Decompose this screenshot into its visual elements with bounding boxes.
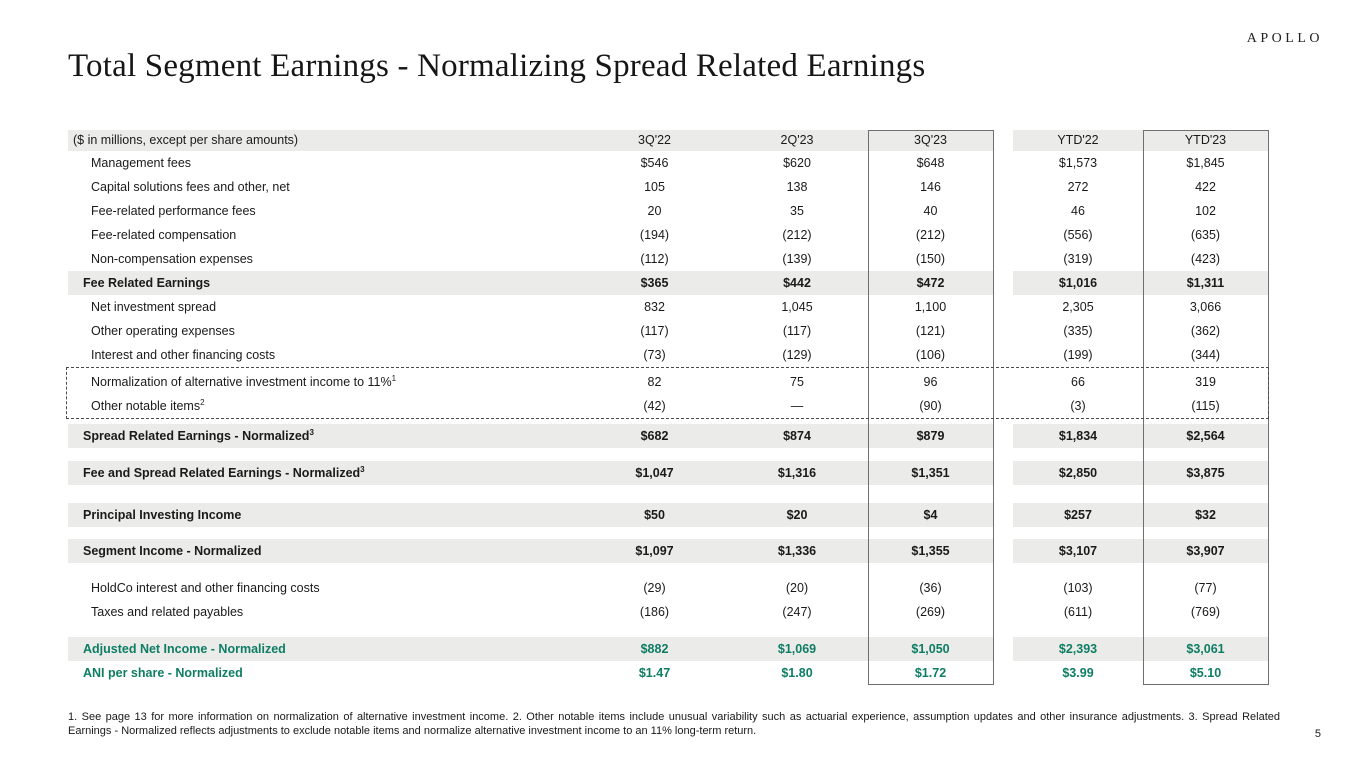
value-cell: 102 (1195, 204, 1216, 218)
value-cell: (344) (1190, 348, 1221, 362)
value-cell: 1,100 (914, 300, 947, 314)
value-cell: $1,316 (726, 461, 868, 485)
row-spacer (68, 563, 1268, 576)
table-row (68, 394, 1268, 418)
value-cell: $3,875 (1143, 461, 1268, 485)
value-cell: (194) (639, 228, 670, 242)
value-cell: $546 (640, 156, 669, 170)
column-gap (993, 199, 1013, 223)
value-cell: $20 (726, 503, 868, 527)
value-cell: $1,311 (1143, 271, 1268, 295)
value-cell: (635) (1190, 228, 1221, 242)
value-cell: $257 (1013, 503, 1143, 527)
column-gap (993, 600, 1013, 624)
row-label: Interest and other financing costs (91, 348, 276, 362)
row-label: Adjusted Net Income - Normalized (68, 637, 583, 661)
value-cell: 319 (1195, 375, 1216, 389)
value-cell: $5.10 (1189, 666, 1222, 680)
column-gap (993, 295, 1013, 319)
value-cell: 2Q'23 (726, 130, 868, 151)
value-cell: $442 (726, 271, 868, 295)
table-row (68, 637, 1268, 661)
value-cell: (90) (919, 399, 942, 413)
value-cell: $1,834 (1013, 424, 1143, 448)
row-label: Principal Investing Income (68, 503, 583, 527)
value-cell: 1,045 (781, 300, 813, 314)
table-row (68, 461, 1268, 485)
earnings-table (68, 130, 1268, 685)
value-cell: (115) (1191, 399, 1220, 413)
value-cell: 35 (790, 204, 804, 218)
value-cell: (423) (1190, 252, 1221, 266)
row-label: Fee-related compensation (91, 228, 237, 242)
value-cell: 3,066 (1189, 300, 1222, 314)
value-cell: $1.72 (914, 666, 947, 680)
value-cell: (117) (640, 324, 669, 338)
value-cell: 146 (920, 180, 941, 194)
column-gap (993, 539, 1013, 563)
row-label: Fee-related performance fees (91, 204, 256, 218)
value-cell: (129) (782, 348, 812, 362)
apollo-logo: APOLLO (1246, 31, 1323, 46)
table-row (68, 424, 1268, 448)
table-row (68, 175, 1268, 199)
table-row (68, 247, 1268, 271)
table-row (68, 600, 1268, 624)
table-row (68, 370, 1268, 394)
table-header-row (68, 130, 1268, 151)
value-cell: (36) (919, 581, 942, 595)
value-cell: $1,845 (1186, 156, 1225, 170)
value-cell: $1,336 (726, 539, 868, 563)
value-cell: (106) (915, 348, 946, 362)
value-cell: (117) (782, 324, 812, 338)
table-row (68, 223, 1268, 247)
value-cell: 20 (647, 204, 662, 218)
value-cell: $3,907 (1143, 539, 1268, 563)
value-cell: 96 (923, 375, 938, 389)
value-cell: 138 (786, 180, 808, 194)
value-cell: $1,069 (726, 637, 868, 661)
value-cell: 66 (1071, 375, 1085, 389)
value-cell: $2,564 (1143, 424, 1268, 448)
table-rows (68, 130, 1268, 685)
value-cell: (556) (1063, 228, 1093, 242)
row-label: Non-compensation expenses (91, 252, 253, 266)
column-gap (993, 151, 1013, 175)
value-cell: (29) (643, 581, 666, 595)
column-gap (993, 637, 1013, 661)
value-cell: (103) (1063, 581, 1093, 595)
page-number: 5 (1314, 728, 1321, 740)
value-cell: $3,061 (1143, 637, 1268, 661)
row-spacer (68, 527, 1268, 539)
value-cell: $2,393 (1013, 637, 1143, 661)
column-gap (993, 223, 1013, 247)
value-cell: (362) (1190, 324, 1221, 338)
table-row (68, 295, 1268, 319)
row-label: Net investment spread (91, 300, 217, 314)
row-spacer (68, 448, 1268, 461)
value-cell: (199) (1063, 348, 1093, 362)
value-cell: $3,107 (1013, 539, 1143, 563)
row-label: Management fees (91, 156, 192, 170)
column-gap (993, 394, 1013, 418)
row-label: Other operating expenses (91, 324, 235, 338)
column-gap (993, 503, 1013, 527)
value-cell: $4 (868, 503, 993, 527)
row-label: Fee Related Earnings (68, 271, 583, 295)
value-cell: 105 (644, 180, 665, 194)
row-label: Spread Related Earnings - Normalized$^3$ (68, 424, 583, 448)
value-cell: (611) (1063, 605, 1093, 619)
table-row (68, 576, 1268, 600)
table-row (68, 151, 1268, 175)
value-cell: $32 (1143, 503, 1268, 527)
row-label: Segment Income - Normalized (68, 539, 583, 563)
value-cell: $50 (583, 503, 726, 527)
value-cell: 272 (1067, 180, 1089, 194)
column-gap (993, 130, 1013, 151)
row-label: Fee and Spread Related Earnings - Normalized$^3$ (68, 461, 583, 485)
value-cell: $365 (583, 271, 726, 295)
value-cell: 3Q'23 (868, 130, 993, 151)
value-cell: $648 (916, 156, 945, 170)
value-cell: $1,050 (868, 637, 993, 661)
value-cell: 422 (1195, 180, 1216, 194)
table-row (68, 343, 1268, 367)
value-cell: $874 (726, 424, 868, 448)
row-label: Normalization of alternative investment income to 11%$^1$ (91, 373, 397, 389)
value-cell: (186) (639, 605, 670, 619)
value-cell: (139) (782, 252, 812, 266)
value-cell: (20) (785, 581, 809, 595)
page-title: Total Segment Earnings - Normalizing Spread Related Earnings (68, 48, 926, 84)
value-cell: 82 (647, 375, 662, 389)
value-cell: (42) (643, 399, 666, 413)
value-cell: $1,573 (1058, 156, 1098, 170)
value-cell: $2,850 (1013, 461, 1143, 485)
value-cell: $1,097 (583, 539, 726, 563)
column-gap (993, 343, 1013, 367)
footnote-marker: 3 (360, 464, 365, 474)
row-label: HoldCo interest and other financing costs (91, 581, 320, 595)
column-gap (993, 370, 1013, 394)
value-cell: (212) (915, 228, 946, 242)
column-gap (993, 661, 1013, 685)
table-row (68, 503, 1268, 527)
value-cell: (112) (640, 252, 669, 266)
value-cell: (247) (782, 605, 812, 619)
row-label: Capital solutions fees and other, net (91, 180, 290, 194)
value-cell: 75 (790, 375, 804, 389)
value-cell: 2,305 (1062, 300, 1094, 314)
value-cell: (212) (782, 228, 812, 242)
row-spacer (68, 485, 1268, 503)
value-cell: (319) (1063, 252, 1093, 266)
value-cell: YTD'22 (1013, 130, 1143, 151)
value-cell: (77) (1194, 581, 1217, 595)
footnotes-text: 1. See page 13 for more information on normalization of alternative investment income. 2. Other notable items include unusual variability such as actuarial experience, assumption updates and other insurance adjustments. 3. Spread Related Earnings - Normalized reflects adjustments to exclude notable items and normalize alternative investment income to an 11% long-term return. (68, 711, 1280, 737)
value-cell: — (790, 399, 804, 413)
value-cell: (3) (1070, 399, 1086, 413)
column-gap (993, 424, 1013, 448)
value-cell: (150) (915, 252, 946, 266)
table-row (68, 661, 1268, 685)
value-cell: 832 (644, 300, 665, 314)
value-cell: $3.99 (1062, 666, 1094, 680)
value-cell: $1,016 (1013, 271, 1143, 295)
value-cell: $882 (583, 637, 726, 661)
column-gap (993, 175, 1013, 199)
footnote-marker: 1 (391, 373, 397, 383)
value-cell: 40 (923, 204, 938, 218)
row-label: Other notable items$^2$ (91, 397, 205, 413)
value-cell: $1,351 (868, 461, 993, 485)
value-cell: (121) (915, 324, 946, 338)
column-gap (993, 271, 1013, 295)
column-gap (993, 247, 1013, 271)
column-gap (993, 461, 1013, 485)
value-cell: $1,047 (583, 461, 726, 485)
row-label: Taxes and related payables (91, 605, 244, 619)
footnote-marker: 2 (200, 397, 205, 407)
value-cell: (73) (643, 348, 666, 362)
value-cell: (269) (915, 605, 946, 619)
column-gap (993, 576, 1013, 600)
row-spacer (68, 624, 1268, 637)
value-cell: $1.47 (638, 666, 671, 680)
table-row (68, 199, 1268, 223)
unit-note: ($ in millions, except per share amounts) (68, 130, 583, 151)
value-cell: $879 (868, 424, 993, 448)
row-label: ANI per share - Normalized (83, 666, 243, 680)
column-gap (993, 319, 1013, 343)
table-row (68, 271, 1268, 295)
value-cell: 3Q'22 (583, 130, 726, 151)
footnote-marker: 3 (309, 427, 314, 437)
value-cell: $1.80 (781, 666, 813, 680)
value-cell: 46 (1071, 204, 1085, 218)
value-cell: $1,355 (868, 539, 993, 563)
table-row (68, 539, 1268, 563)
value-cell: $620 (783, 156, 811, 170)
value-cell: (335) (1063, 324, 1093, 338)
value-cell: YTD'23 (1143, 130, 1268, 151)
value-cell: $472 (868, 271, 993, 295)
value-cell: (769) (1190, 605, 1221, 619)
table-row (68, 319, 1268, 343)
value-cell: $682 (583, 424, 726, 448)
